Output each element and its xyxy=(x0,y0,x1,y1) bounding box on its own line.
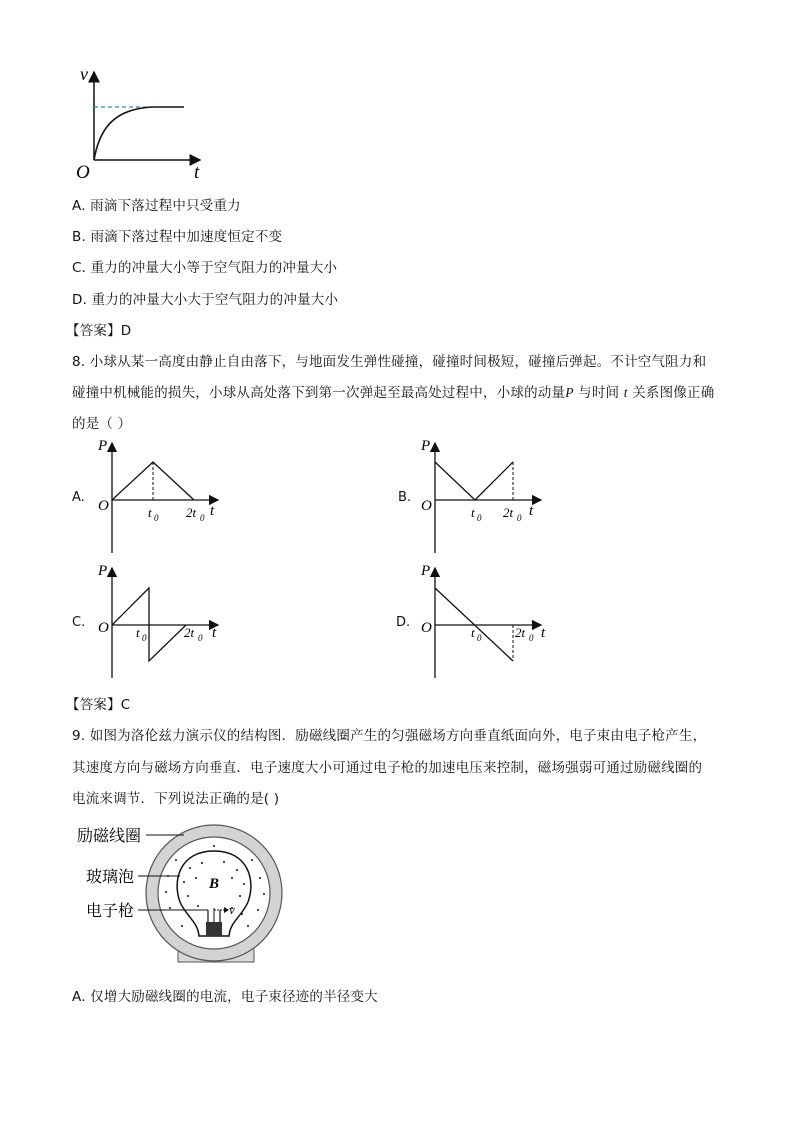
q8-option-d-label: D. xyxy=(396,615,411,630)
q8d-o-label: O xyxy=(421,620,432,636)
q8a-t0-label: t xyxy=(148,505,152,520)
q9-b-label: B xyxy=(209,876,220,892)
q8c-2t0-label: 2t xyxy=(184,625,195,640)
q8-text-line-2-mid: 与时间 xyxy=(573,385,624,401)
q8b-momentum-line xyxy=(435,462,513,500)
q7-x-label: t xyxy=(194,162,200,183)
q9-label-bulb: 玻璃泡 xyxy=(86,867,135,886)
q8-var-p: P xyxy=(565,385,574,400)
q8-option-c-label: C. xyxy=(72,615,86,630)
q9-label-coil: 励磁线圈 xyxy=(77,826,142,845)
q7-y-label: v xyxy=(80,64,88,84)
q8a-2t0-sub: 0 xyxy=(200,513,205,523)
q8d-t0-sub: 0 xyxy=(477,633,482,643)
q8-graph-c xyxy=(90,560,240,680)
q8b-t0-sub: 0 xyxy=(477,513,482,523)
q8-answer: 【答案】C xyxy=(66,697,131,713)
q8-graph-b xyxy=(413,435,563,555)
q8a-t-label: t xyxy=(210,503,215,519)
q7-option-b: B. 雨滴下落过程中加速度恒定不变 xyxy=(72,229,283,245)
q8d-2t0-sub: 0 xyxy=(529,633,534,643)
q8b-t0-label: t xyxy=(471,505,475,520)
q8a-o-label: O xyxy=(98,498,109,514)
q7-origin-label: O xyxy=(76,162,90,183)
q7-option-a: A. 雨滴下落过程中只受重力 xyxy=(72,198,241,214)
q9-option-a: A. 仅增大励磁线圈的电流，电子束径迹的半径变大 xyxy=(72,989,378,1005)
q7-velocity-curve xyxy=(94,107,184,160)
q8-graph-a xyxy=(90,435,240,555)
q8d-t0-label: t xyxy=(471,625,475,640)
q8-text-line-2-end: 关系图像正确 xyxy=(627,385,715,401)
q8-option-a-label: A. xyxy=(72,490,85,505)
q8a-p-label: P xyxy=(98,438,108,454)
q9-text-line-1: 9. 如图为洛伦兹力演示仪的结构图．励磁线圈产生的匀强磁场方向垂直纸面向外，电子束由电子枪产生， xyxy=(72,728,707,744)
q8a-t0-sub: 0 xyxy=(154,513,159,523)
q8c-t0-label: t xyxy=(136,625,140,640)
q8b-t-label: t xyxy=(529,503,534,519)
q8-var-t: t xyxy=(623,385,628,400)
q8-text-line-2 xyxy=(72,381,714,401)
q8c-o-label: O xyxy=(98,620,109,636)
q9-lorentz-apparatus-figure xyxy=(72,818,292,968)
q9-electron-gun xyxy=(206,908,222,936)
q8b-p-label: P xyxy=(421,438,431,454)
q9-text-line-3: 电流来调节．下列说法正确的是( ) xyxy=(72,791,280,807)
q8b-o-label: O xyxy=(421,498,432,514)
q8-text-line-2-start: 碰撞中机械能的损失，小球从高处落下到第一次弹起至最高处过程中，小球的动量 xyxy=(72,385,566,401)
q8d-p-label: P xyxy=(421,563,431,579)
q7-option-d: D. 重力的冲量大小大于空气阻力的冲量大小 xyxy=(72,292,339,308)
q9-label-gun: 电子枪 xyxy=(86,901,135,920)
q8-graph-d xyxy=(413,560,563,680)
q8b-2t0-sub: 0 xyxy=(517,513,522,523)
q7-answer: 【答案】D xyxy=(66,323,132,339)
q7-vt-graph xyxy=(72,60,212,185)
q8-option-b-label: B. xyxy=(398,490,412,505)
q8c-p-label: P xyxy=(98,563,108,579)
q8-text-line-3: 的是（ ） xyxy=(72,416,132,432)
q7-option-c: C. 重力的冲量大小等于空气阻力的冲量大小 xyxy=(72,260,338,276)
q9-text-line-2: 其速度方向与磁场方向垂直．电子速度大小可通过电子枪的加速电压来控制，磁场强弱可通过励磁线圈的 xyxy=(72,760,703,776)
q8a-2t0-label: 2t xyxy=(186,505,197,520)
q8c-t0-sub: 0 xyxy=(142,633,147,643)
q8c-2t0-sub: 0 xyxy=(198,633,203,643)
q9-v-label: v xyxy=(229,902,235,917)
q8c-t-label: t xyxy=(212,625,217,641)
q8d-2t0-label: 2t xyxy=(515,625,526,640)
q8d-t-label: t xyxy=(541,625,546,641)
q8b-2t0-label: 2t xyxy=(503,505,514,520)
q8-text-line-1: 8. 小球从某一高度由静止自由落下，与地面发生弹性碰撞，碰撞时间极短，碰撞后弹起。不计空气阻力和 xyxy=(72,354,707,370)
